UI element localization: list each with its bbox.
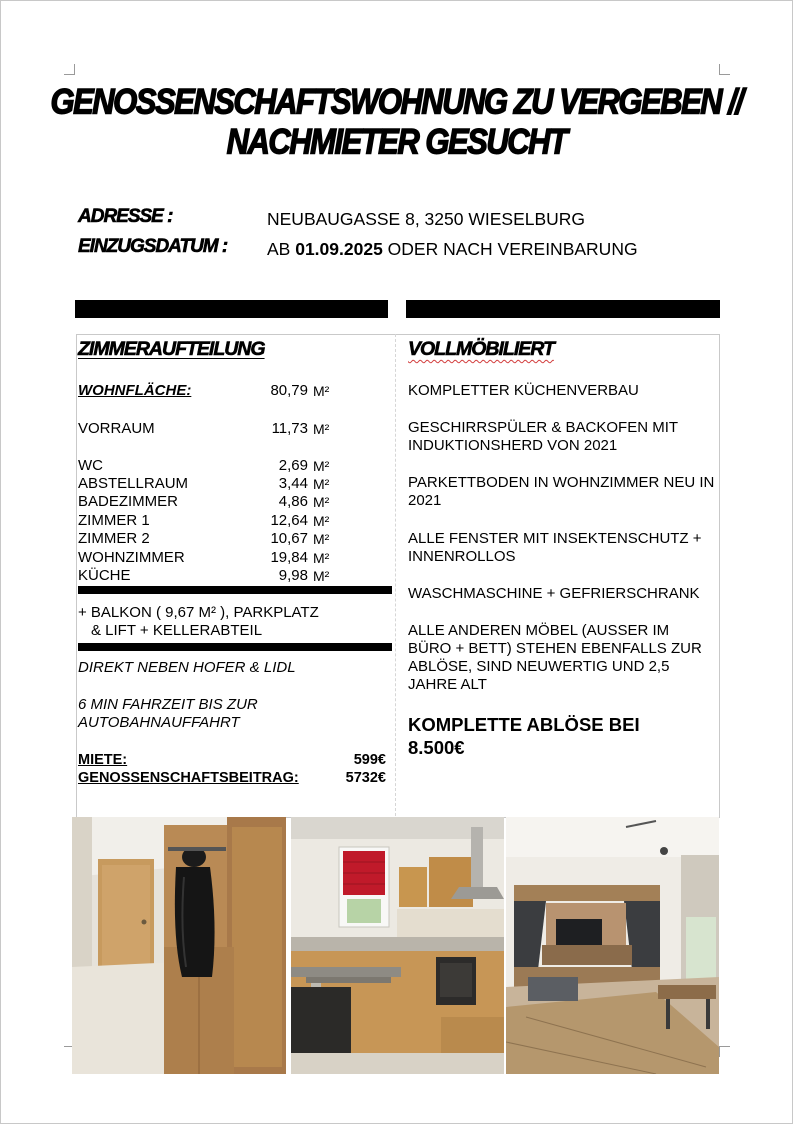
furnished-item: ALLE FENSTER MIT INSEKTENSCHUTZ + INNENROLLOS bbox=[408, 530, 702, 565]
furnished-item: WASCHMASCHINE + GEFRIERSCHRANK bbox=[408, 585, 700, 602]
extras-line-2: & LIFT + KELLERABTEIL bbox=[91, 622, 263, 639]
furnished-item: ALLE ANDEREN MÖBEL (AUSSER IM BÜRO + BETT) STEHEN EBENFALLS ZUR ABLÖSE, SIND NEUWERTIG UND 2,5 JAHRE ALT bbox=[408, 622, 702, 693]
room-name: ZIMMER 1 bbox=[78, 512, 150, 529]
room-name: ABSTELLRAUM bbox=[78, 475, 189, 492]
drive-note-line-1: 6 MIN FAHRZEIT BIS ZUR bbox=[78, 696, 258, 713]
rent-value: 599€ bbox=[353, 752, 386, 768]
move-in-value bbox=[267, 239, 638, 260]
move-in-date: 01.09.2025 bbox=[295, 239, 383, 259]
room-value: 12,64 bbox=[270, 512, 308, 529]
page-title-line-1: GENOSSENSCHAFTSWOHNUNG ZU VERGEBEN // bbox=[50, 81, 743, 122]
room-value: 10,67 bbox=[270, 530, 308, 547]
room-unit: M² bbox=[313, 421, 330, 437]
address-value: NEUBAUGASSE 8, 3250 WIESELBURG bbox=[267, 209, 586, 229]
room-value: 11,73 bbox=[271, 420, 308, 437]
furnished-item: KOMPLETTER KÜCHENVERBAU bbox=[408, 382, 639, 399]
rooms-heading: ZIMMERAUFTEILUNG bbox=[78, 338, 265, 360]
column-divider bbox=[395, 334, 396, 816]
section-bar-right bbox=[406, 300, 720, 318]
room-unit: M² bbox=[313, 458, 330, 474]
page-title-line-2: NACHMIETER GESUCHT bbox=[226, 121, 567, 162]
room-name: WOHNZIMMER bbox=[78, 549, 185, 566]
room-value: 19,84 bbox=[270, 549, 308, 566]
room-name: BADEZIMMER bbox=[78, 493, 179, 510]
room-unit: M² bbox=[313, 531, 330, 547]
drive-note-line-2: AUTOBAHNAUFFAHRT bbox=[78, 714, 240, 731]
margin-corner-mark bbox=[719, 1046, 730, 1057]
room-unit: M² bbox=[313, 476, 330, 492]
living-area-label: WOHNFLÄCHE: bbox=[78, 382, 192, 399]
address-label: ADRESSE : bbox=[78, 206, 173, 227]
room-unit: M² bbox=[313, 513, 330, 529]
room-unit: M² bbox=[313, 550, 330, 566]
room-value: 9,98 bbox=[278, 567, 308, 584]
living-area-value: 80,79 bbox=[270, 382, 308, 399]
extras-line-1: + BALKON ( 9,67 M² ), PARKPLATZ bbox=[78, 604, 319, 621]
rent-label: MIETE: bbox=[78, 752, 128, 768]
hallway-photo bbox=[72, 817, 286, 1074]
margin-corner-mark bbox=[64, 64, 75, 75]
room-name: KÜCHE bbox=[78, 567, 131, 584]
room-unit: M² bbox=[313, 568, 330, 584]
room-name: VORRAUM bbox=[78, 420, 155, 437]
room-value: 4,86 bbox=[278, 493, 308, 510]
room-name: ZIMMER 2 bbox=[78, 530, 150, 547]
offer-line-1: KOMPLETTE ABLÖSE BEI bbox=[408, 714, 640, 735]
move-in-suffix: ODER NACH VEREINBARUNG bbox=[382, 239, 638, 259]
room-unit: M² bbox=[313, 494, 330, 510]
fee-label: GENOSSENSCHAFTSBEITRAG: bbox=[78, 770, 299, 786]
offer-line-2: 8.500€ bbox=[408, 737, 465, 758]
room-value: 2,69 bbox=[278, 457, 308, 474]
fee-value: 5732€ bbox=[345, 770, 386, 786]
furnished-item: GESCHIRRSPÜLER & BACKOFEN MIT INDUKTIONSHERD VON 2021 bbox=[408, 419, 678, 454]
furnished-heading: VOLLMÖBILIERT bbox=[408, 338, 554, 360]
kitchen-photo bbox=[291, 817, 504, 1074]
section-bar-left bbox=[75, 300, 388, 318]
room-value: 3,44 bbox=[278, 475, 308, 492]
margin-corner-mark bbox=[719, 64, 730, 75]
living-area-unit: M² bbox=[313, 383, 330, 399]
living-room-photo bbox=[506, 817, 719, 1074]
move-in-label: EINZUGSDATUM : bbox=[78, 236, 228, 257]
furnished-item: PARKETTBODEN IN WOHNZIMMER NEU IN 2021 bbox=[408, 474, 715, 509]
room-name: WC bbox=[78, 457, 103, 474]
location-note: DIREKT NEBEN HOFER & LIDL bbox=[78, 659, 296, 676]
move-in-prefix: AB bbox=[267, 239, 296, 259]
separator-bar bbox=[78, 643, 392, 651]
separator-bar bbox=[78, 586, 392, 594]
